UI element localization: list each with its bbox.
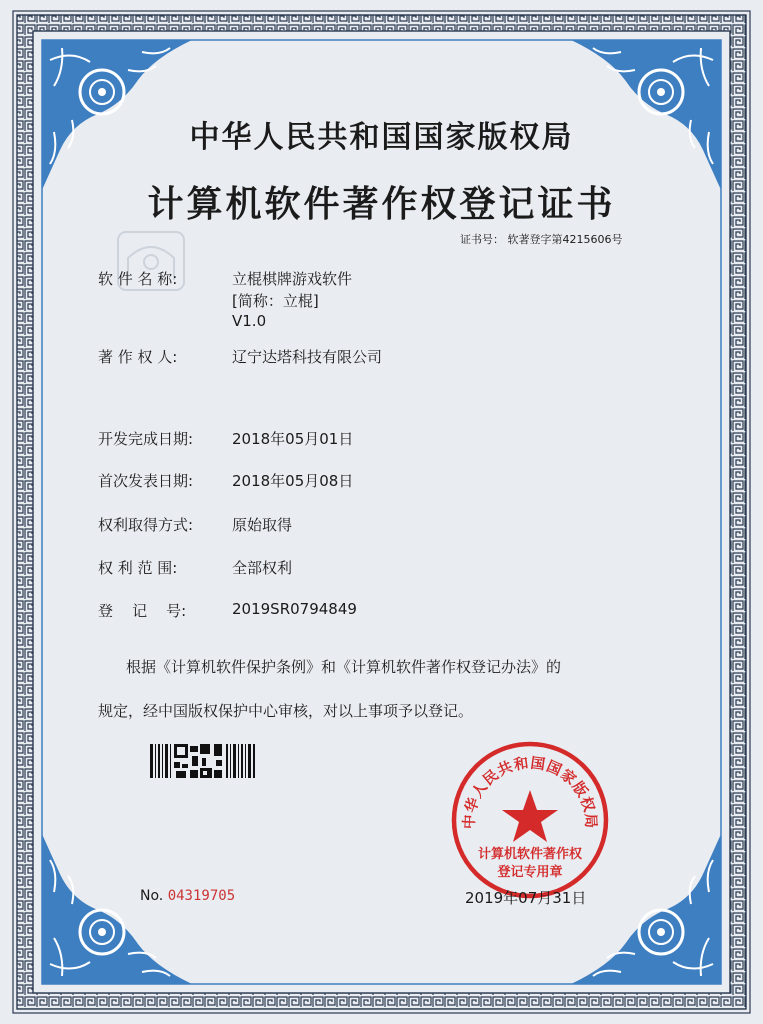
acquisition-method: 原始取得 <box>232 516 293 534</box>
svg-text:中华人民共和国国家版权局: 中华人民共和国国家版权局 <box>461 755 599 830</box>
body-text-line-2: 规定，经中国版权保护中心审核，对以上事项予以登记。 <box>98 702 474 720</box>
software-name-label: 软 件 名 称: <box>98 270 178 288</box>
registration-number: 2019SR0794849 <box>232 600 357 618</box>
publish-date: 2018年05月08日 <box>232 472 354 490</box>
certificate-number-value: 软著登字第4215606号 <box>507 233 623 246</box>
copyright-owner: 辽宁达塔科技有限公司 <box>232 348 383 366</box>
rights-scope: 全部权利 <box>232 559 293 577</box>
registration-number-label: 登 记 号: <box>98 602 187 620</box>
svg-text:登记专用章: 登记专用章 <box>497 865 563 880</box>
rights-scope-label: 权 利 范 围: <box>98 559 178 577</box>
completion-date: 2018年05月01日 <box>232 430 354 448</box>
software-short-name: [简称：立棍] <box>232 292 319 310</box>
serial-prefix: No. <box>140 888 164 904</box>
certificate-number-label: 证书号： <box>460 233 504 246</box>
software-name: 立棍棋牌游戏软件 <box>232 270 353 288</box>
svg-text:计算机软件著作权: 计算机软件著作权 <box>477 847 583 862</box>
barcode <box>150 744 256 778</box>
publish-date-label: 首次发表日期: <box>98 472 194 490</box>
issuing-authority: 中华人民共和国国家版权局 <box>189 120 574 155</box>
certificate-number <box>460 231 623 247</box>
serial-number <box>140 888 235 904</box>
acquisition-label: 权利取得方式: <box>98 516 194 534</box>
completion-date-label: 开发完成日期: <box>98 430 194 448</box>
serial-value: 04319705 <box>167 888 236 904</box>
certificate-title: 计算机软件著作权登记证书 <box>147 183 616 225</box>
star-icon <box>502 790 558 842</box>
body-text-line-1: 根据《计算机软件保护条例》和《计算机软件著作权登记办法》的 <box>126 658 562 676</box>
copyright-owner-label: 著 作 权 人: <box>98 348 178 366</box>
issue-date: 2019年07月31日 <box>465 889 587 907</box>
software-version: V1.0 <box>232 312 267 330</box>
official-seal <box>448 738 612 902</box>
